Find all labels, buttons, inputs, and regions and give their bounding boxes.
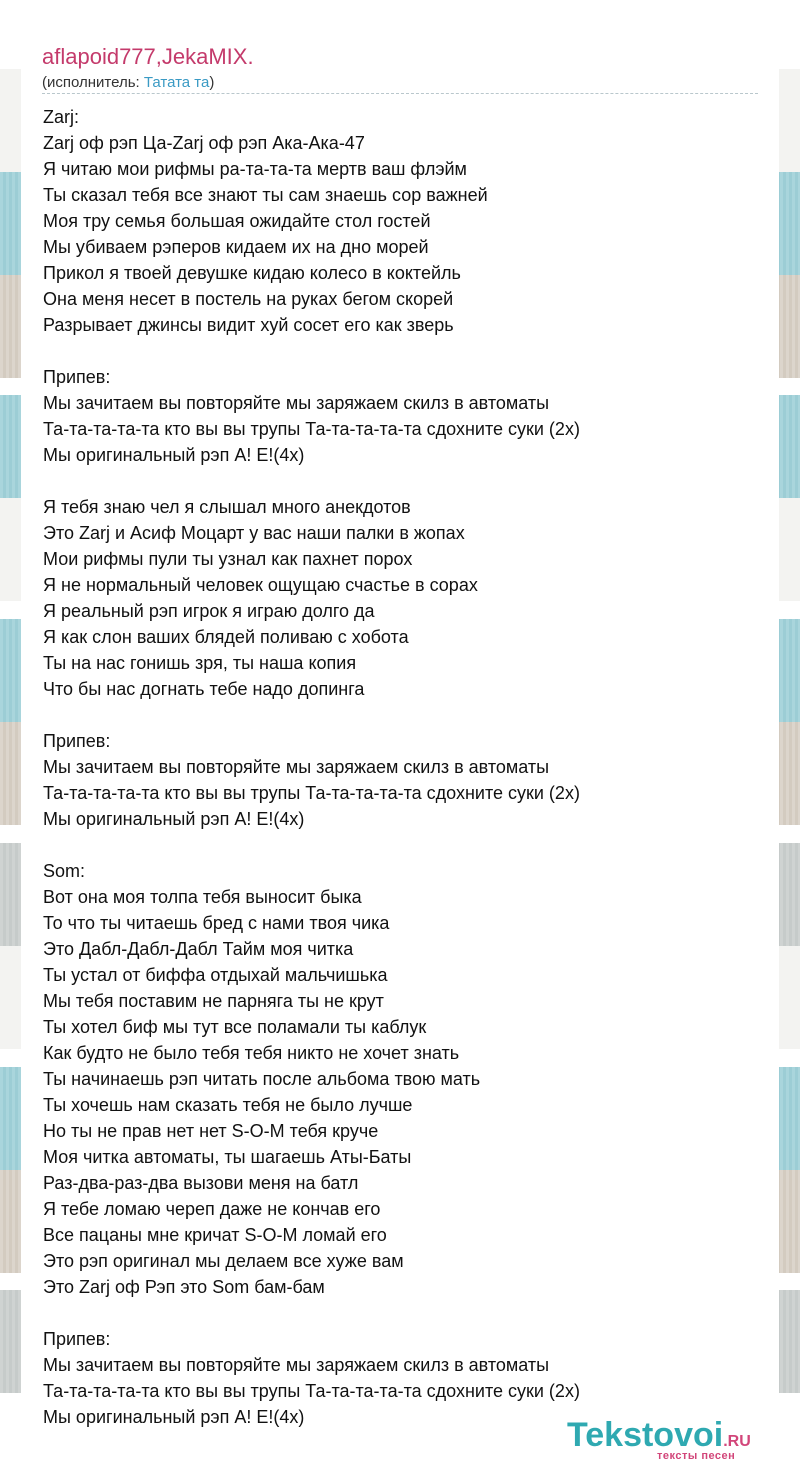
lyric-line: Я не нормальный человек ощущаю счастье в сорах bbox=[43, 575, 478, 595]
lyric-line: Это рэп оригинал мы делаем все хуже вам bbox=[43, 1251, 404, 1271]
lyric-line: Ты начинаешь рэп читать после альбома твою мать bbox=[43, 1069, 481, 1089]
stanza-break bbox=[43, 338, 580, 364]
artist-line bbox=[42, 73, 214, 93]
lyric-line: Она меня несет в постель на руках бегом скорей bbox=[43, 289, 454, 309]
lyric-line: Ты хотел биф мы тут все поламали ты каблук bbox=[43, 1017, 427, 1037]
lyric-line: Прикол я твоей девушке кидаю колесо в коктейль bbox=[43, 263, 461, 283]
lyric-line: Мы зачитаем вы повторяйте мы заряжаем скилз в автоматы bbox=[43, 757, 550, 777]
lyric-line: Моя читка автоматы, ты шагаешь Аты-Баты bbox=[43, 1147, 412, 1167]
logo-tld: .RU bbox=[723, 1433, 751, 1450]
artist-link[interactable]: Татата та bbox=[143, 74, 210, 91]
lyric-line: Как будто не было тебя тебя никто не хочет знать bbox=[43, 1043, 460, 1063]
lyric-line: Что бы нас догнать тебе надо допинга bbox=[43, 679, 365, 699]
lyric-line: Это Zarj и Асиф Моцарт у вас наши палки в жопах bbox=[43, 523, 465, 543]
lyric-line: Та-та-та-та-та кто вы вы трупы Та-та-та-та-та сдохните суки (2x) bbox=[43, 419, 580, 439]
lyrics-card bbox=[21, 22, 779, 1460]
lyric-line: Zarj оф рэп Ца-Zarj оф рэп Ака-Ака-47 bbox=[43, 133, 365, 153]
lyric-line: Мои рифмы пули ты узнал как пахнет порох bbox=[43, 549, 413, 569]
lyric-line: Мы тебя поставим не парняга ты не крут bbox=[43, 991, 384, 1011]
lyric-line: Ты на нас гонишь зря, ты наша копия bbox=[43, 653, 357, 673]
lyric-line: Zarj: bbox=[43, 107, 79, 127]
lyric-line: Мы оригинальный рэп А! Е!(4x) bbox=[43, 809, 305, 829]
artist-prefix: (исполнитель: bbox=[42, 74, 144, 91]
lyric-line: Мы зачитаем вы повторяйте мы заряжаем скилз в автоматы bbox=[43, 393, 550, 413]
lyric-line: Мы оригинальный рэп А! Е!(4x) bbox=[43, 445, 305, 465]
lyric-line: Ты устал от биффа отдыхай мальчишька bbox=[43, 965, 388, 985]
artist-suffix: ) bbox=[209, 74, 215, 91]
lyric-line: Ты хочешь нам сказать тебя не было лучше bbox=[43, 1095, 413, 1115]
lyric-line: То что ты читаешь бред с нами твоя чика bbox=[43, 913, 390, 933]
lyric-line: Это Дабл-Дабл-Дабл Тайм моя читка bbox=[43, 939, 354, 959]
song-title: aflapoid777,JekaMIX. bbox=[42, 44, 254, 69]
lyric-line: Все пацаны мне кричат S-O-M ломай его bbox=[43, 1225, 387, 1245]
lyric-line: Вот она моя толпа тебя выносит быка bbox=[43, 887, 362, 907]
lyric-line: Мы оригинальный рэп А! Е!(4x) bbox=[43, 1407, 305, 1427]
lyrics-text bbox=[43, 104, 580, 1430]
lyric-line: Мы убиваем рэперов кидаем их на дно морей bbox=[43, 237, 429, 257]
site-logo[interactable] bbox=[567, 1418, 777, 1462]
stanza-break bbox=[43, 702, 580, 728]
stanza-break bbox=[43, 832, 580, 858]
lyric-line: Та-та-та-та-та кто вы вы трупы Та-та-та-та-та сдохните суки (2x) bbox=[43, 1381, 580, 1401]
logo-brand: Tekstovoi bbox=[567, 1416, 724, 1454]
logo-tagline: тексты песен bbox=[657, 1450, 736, 1462]
lyric-line: Я тебя знаю чел я слышал много анекдотов bbox=[43, 497, 411, 517]
stanza-break bbox=[43, 468, 580, 494]
lyric-line: Но ты не прав нет нет S-O-M тебя круче bbox=[43, 1121, 379, 1141]
lyric-line: Это Zarj оф Рэп это Som бам-бам bbox=[43, 1277, 325, 1297]
lyric-line: Припев: bbox=[43, 1329, 111, 1349]
lyric-line: Та-та-та-та-та кто вы вы трупы Та-та-та-та-та сдохните суки (2x) bbox=[43, 783, 580, 803]
lyric-line: Я как слон ваших блядей поливаю с хобота bbox=[43, 627, 409, 647]
lyric-line: Мы зачитаем вы повторяйте мы заряжаем скилз в автоматы bbox=[43, 1355, 550, 1375]
title-divider bbox=[42, 93, 758, 94]
lyric-line: Моя тру семья большая ожидайте стол гостей bbox=[43, 211, 431, 231]
lyric-line: Раз-два-раз-два вызови меня на батл bbox=[43, 1173, 359, 1193]
lyric-line: Припев: bbox=[43, 731, 111, 751]
lyric-line: Я реальный рэп игрок я играю долго да bbox=[43, 601, 375, 621]
lyric-line: Я тебе ломаю череп даже не кончав его bbox=[43, 1199, 381, 1219]
stanza-break bbox=[43, 1300, 580, 1326]
lyric-line: Som: bbox=[43, 861, 86, 881]
lyric-line: Разрывает джинсы видит хуй сосет его как зверь bbox=[43, 315, 454, 335]
lyric-line: Я читаю мои рифмы ра-та-та-та мертв ваш флэйм bbox=[43, 159, 467, 179]
lyric-line: Ты сказал тебя все знают ты сам знаешь сор важней bbox=[43, 185, 488, 205]
lyric-line: Припев: bbox=[43, 367, 111, 387]
